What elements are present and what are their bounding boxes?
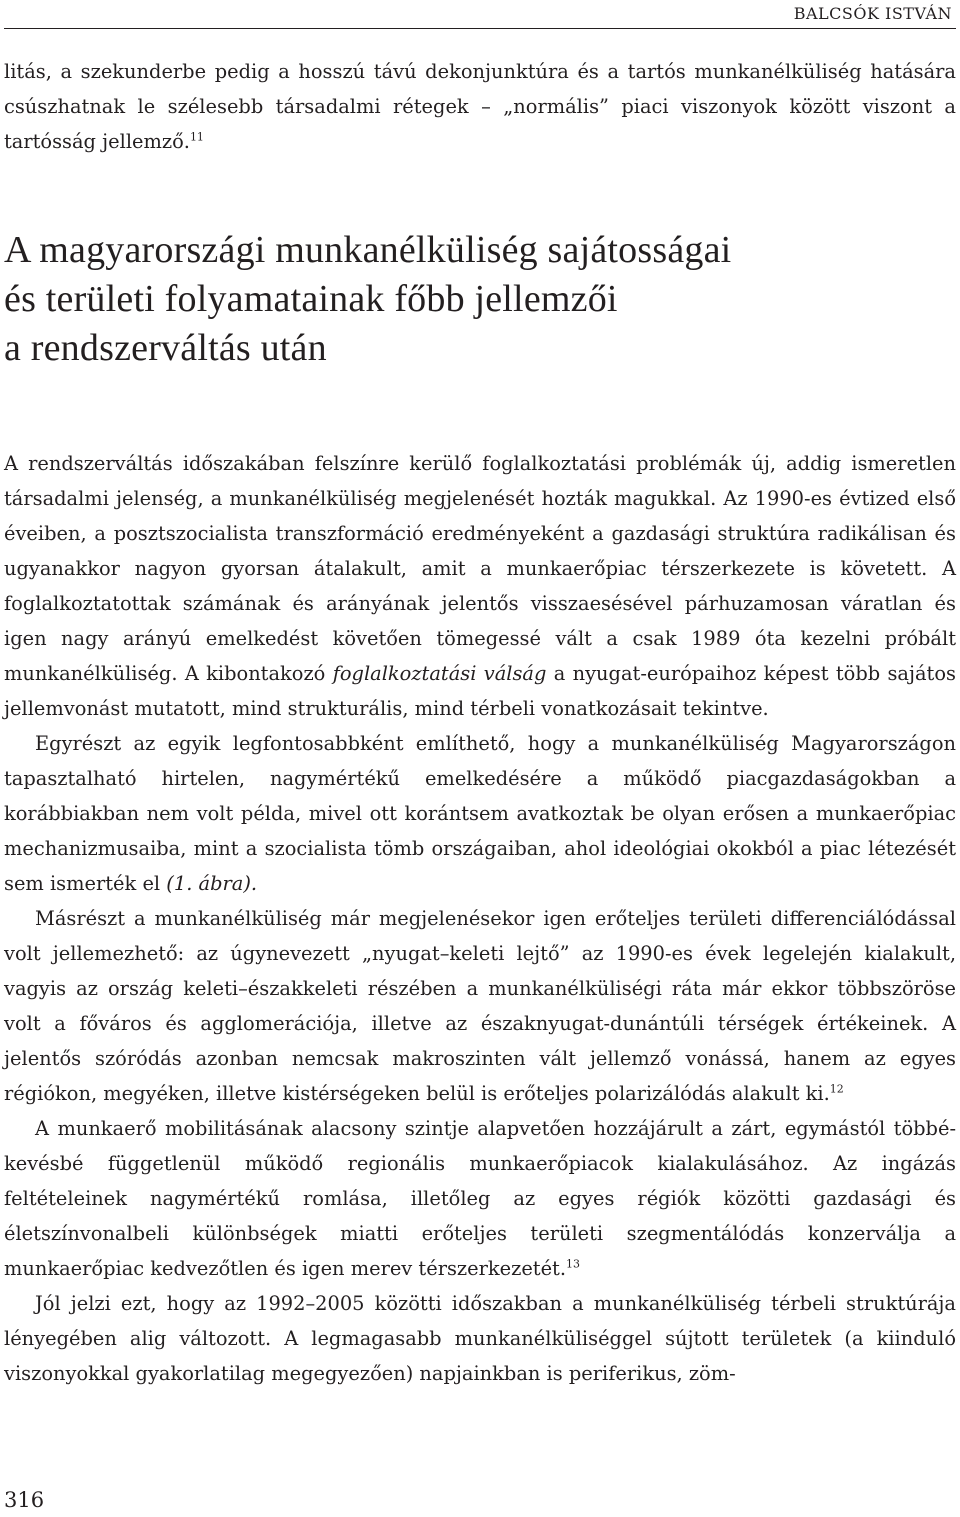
paragraph-text: Másrészt a munkanélküliség már megjelenésekor igen erőteljes területi differenciálódással volt jellemezhető: az úgynevezett „nyugat–keleti lejtő” az 1990-es évek legelején kialakult, vagyis az ország keleti–északkeleti részében a munkanélküliségi ráta már ekkor többszöröse volt a főváros és agglomerációja, illetve az északnyugat-dunántúli térségek értékeinek. A jelentős szóródás azonban nemcsak makroszinten vált jellemző vonássá, hanem az egyes régiókon, megyéken, illetve kistérségeken belül is erőteljes polarizálódás alakult ki.	[4, 907, 956, 1105]
paragraph-text: a nyugat-európaihoz képest több sajátos jellemvonást mutatott, mind strukturális, mind térbeli vonatkozásait tekintve.	[4, 662, 956, 720]
page-body	[4, 54, 956, 1391]
footnote-ref-13: 13	[566, 1257, 581, 1271]
intro-paragraph	[4, 54, 956, 159]
intro-text: litás, a szekunderbe pedig a hosszú távú dekonjunktúra és a tartós munkanélküliség hatására csúszhatnak le szélesebb társadalmi rétegek – „normális” piaci viszonyok között viszont a tartósság jellemző.	[4, 60, 956, 153]
header-rule	[4, 28, 956, 29]
footnote-ref-11: 11	[189, 130, 204, 144]
paragraph-text: A munkaerő mobilitásának alacsony szintje alapvetően hozzájárult a zárt, egymástól többé-kevésbé függetlenül működő regionális munkaerőpiacok kialakulásához. Az ingázás feltételeinek nagymértékű romlása, illetőleg az egyes régiók közötti gazdasági és életszínvonalbeli különbségek miatti erőteljes területi szegmentálódás konzerválja a munkaerőpiac kedvezőtlen és igen merev térszerkezetét.	[4, 1117, 956, 1280]
heading-line-2: és területi folyamatainak főbb jellemzői	[4, 278, 618, 320]
body-paragraph-2	[4, 726, 956, 901]
body-paragraph-5	[4, 1286, 956, 1391]
paragraph-text: Jól jelzi ezt, hogy az 1992–2005 közötti időszakban a munkanélküliség térbeli struktúrája lényegében alig változott. A legmagasabb munkanélküliséggel sújtott területek (a kiinduló viszonyokkal gyakorlatilag megegyezően) napjainkban is periferikus, zöm-	[4, 1292, 956, 1385]
heading-line-3: a rendszerváltás után	[4, 327, 327, 369]
paragraph-text: A rendszerváltás időszakában felszínre kerülő foglalkoztatási problémák új, addig ismeretlen társadalmi jelenség, a munkanélküliség megjelenését hozták magukkal. Az 1990-es évtized első éveiben, a posztszocialista transzformáció eredményeként a gazdasági struktúra radikálisan és ugyanakkor nagyon gyorsan átalakult, amit a munkaerőpiac térszerkezete is követett. A foglalkoztatottak számának és arányának jelentős visszaesésével párhuzamosan váratlan és igen nagy arányú emelkedést követően tömegessé vált a csak 1989 óta kezelni próbált munkanélküliség. A kibontakozó	[4, 452, 956, 685]
body-paragraph-4	[4, 1111, 956, 1286]
body-paragraph-3	[4, 901, 956, 1111]
heading-line-1: A magyarországi munkanélküliség sajátosságai	[4, 229, 732, 271]
running-head: BALCSÓK ISTVÁN	[793, 4, 952, 23]
footnote-ref-12: 12	[829, 1082, 844, 1096]
page-number: 316	[4, 1488, 45, 1512]
section-heading	[4, 226, 956, 373]
paragraph-text: Egyrészt az egyik legfontosabbként említhető, hogy a munkanélküliség Magyarországon tapasztalható hirtelen, nagymértékű emelkedésére a működő piacgazdaságokban a korábbiakban nem volt példa, mivel ott korántsem avatkoztak be olyan erősen a munkaerőpiac mechanizmusaiba, mint a szocialista tömb országaiban, ahol ideológiai okokból a piac létezését sem ismerték el	[4, 732, 956, 895]
figure-reference: (1. ábra).	[166, 872, 258, 895]
body-paragraph-1	[4, 446, 956, 726]
emphasis-text: foglalkoztatási válság	[332, 662, 547, 685]
